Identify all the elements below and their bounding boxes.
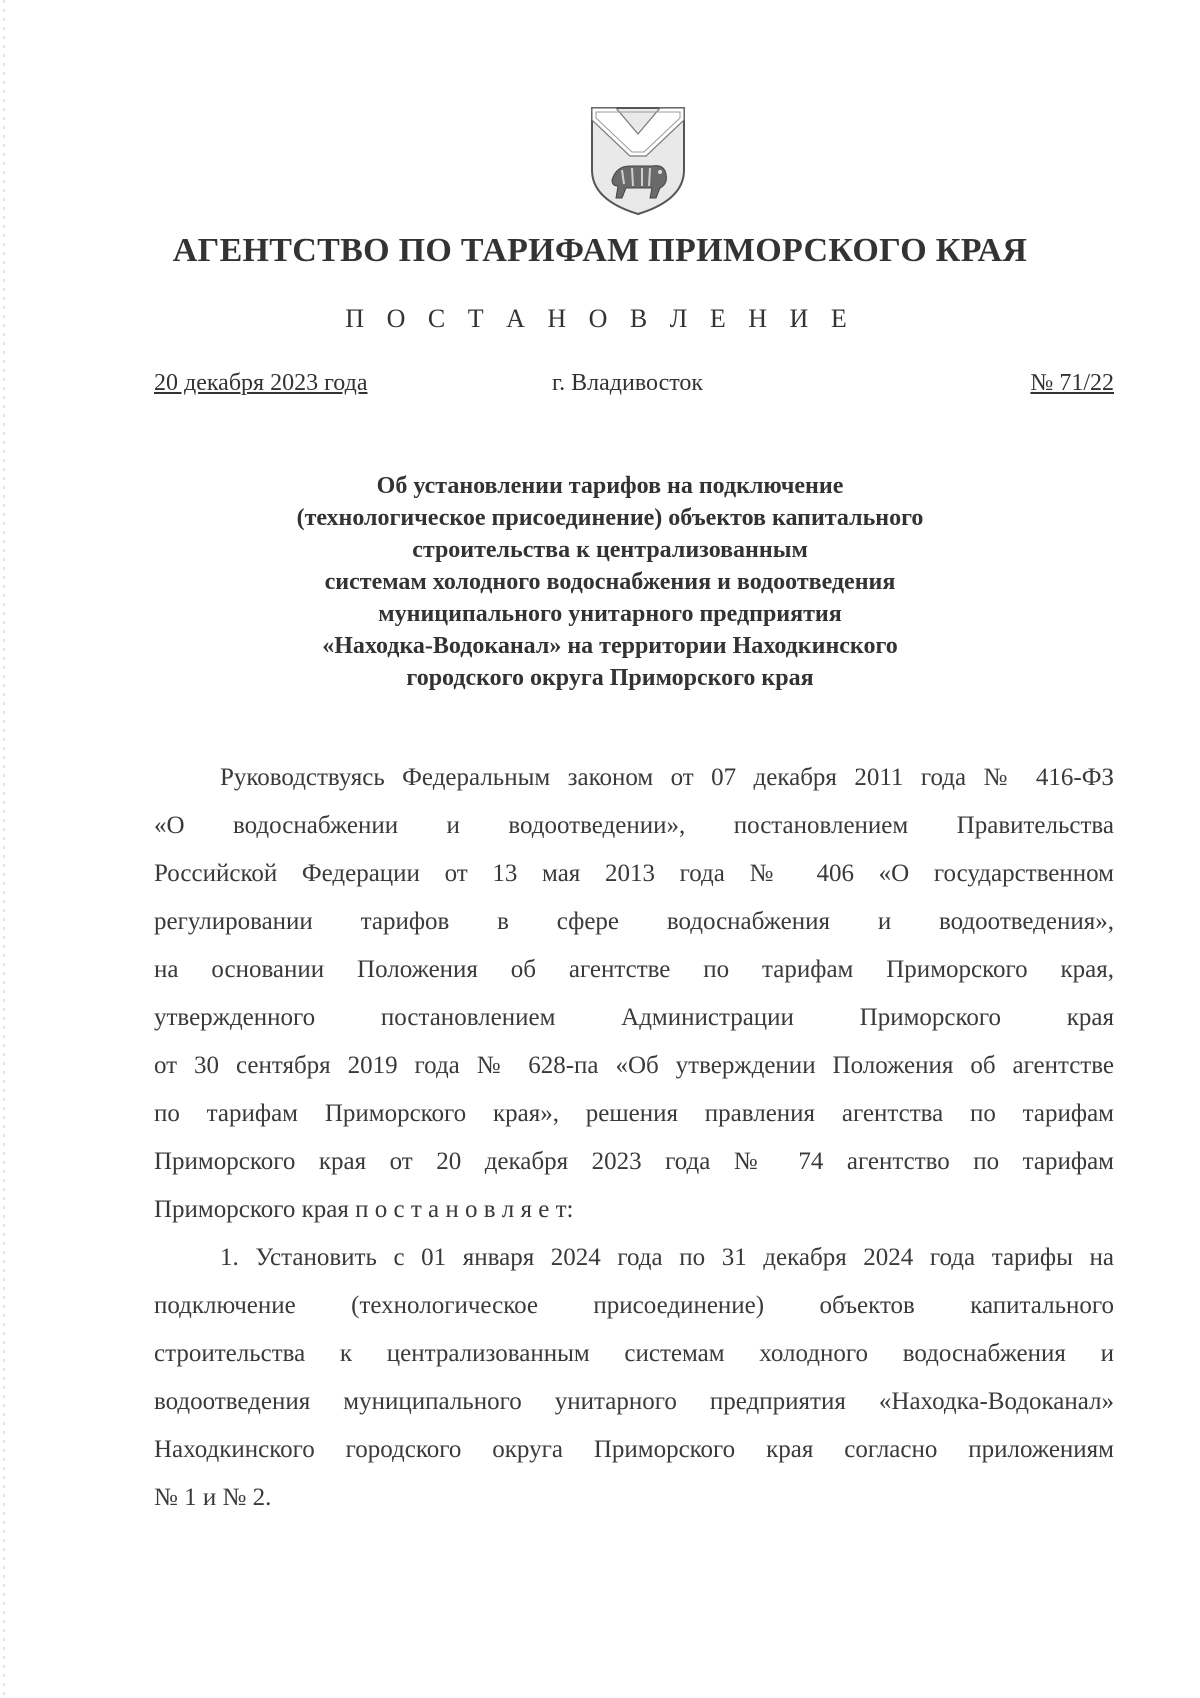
document-city: г. Владивосток — [552, 370, 704, 396]
coat-of-arms-icon — [586, 104, 690, 218]
title-line: «Находка-Водоканал» на территории Находкинского — [322, 633, 898, 659]
title-line: (технологическое присоединение) объектов капитального — [296, 505, 924, 531]
preamble-line: регулировании тарифов в сфере водоснабжения и водоотведения», — [154, 908, 1114, 935]
preamble-line: Руководствуясь Федеральным законом от 07 декабря 2011 года № 416-ФЗ — [220, 764, 1114, 791]
title-line: городского округа Приморского края — [406, 665, 814, 691]
preamble-paragraph — [154, 754, 1114, 1234]
preamble-line: на основании Положения об агентстве по тарифам Приморского края, — [154, 956, 1114, 983]
preamble-line: Приморского края п о с т а н о в л я е т: — [154, 1196, 574, 1223]
document-number: № 71/22 — [1030, 370, 1114, 396]
document-date: 20 декабря 2023 года — [154, 370, 368, 396]
title-line: строительства к централизованным — [412, 537, 808, 563]
title-line: муниципального унитарного предприятия — [378, 601, 842, 627]
title-line: системам холодного водоснабжения и водоотведения — [324, 569, 896, 595]
title-line: Об установлении тарифов на подключение — [376, 473, 844, 499]
document-body — [154, 754, 1114, 1522]
preamble-line: от 30 сентября 2019 года № 628-па «Об утверждении Положения об агентстве — [154, 1052, 1114, 1079]
clause-line: строительства к централизованным системам холодного водоснабжения и — [154, 1340, 1114, 1367]
clause-line: Находкинского городского округа Приморского края согласно приложениям — [154, 1436, 1114, 1463]
document-type: П О С Т А Н О В Л Е Н И Е — [345, 304, 855, 333]
clause-line: подключение (технологическое присоединение) объектов капитального — [154, 1292, 1114, 1319]
clause-line: № 1 и № 2. — [154, 1484, 272, 1511]
agency-name: АГЕНТСТВО ПО ТАРИФАМ ПРИМОРСКОГО КРАЯ — [172, 232, 1028, 269]
preamble-line: Российской Федерации от 13 мая 2013 года № 406 «О государственном — [154, 860, 1114, 887]
document-title — [160, 470, 1060, 694]
preamble-line: по тарифам Приморского края», решения правления агентства по тарифам — [154, 1100, 1114, 1127]
clause-line: 1. Установить с 01 января 2024 года по 31 декабря 2024 года тарифы на — [220, 1244, 1114, 1271]
preamble-line: утвержденного постановлением Администрации Приморского края — [154, 1004, 1114, 1031]
preamble-line: Приморского края от 20 декабря 2023 года № 74 агентство по тарифам — [154, 1148, 1114, 1175]
preamble-line: «О водоснабжении и водоотведении», постановлением Правительства — [154, 812, 1114, 839]
clause-1-paragraph — [154, 1234, 1114, 1522]
clause-line: водоотведения муниципального унитарного предприятия «Находка-Водоканал» — [154, 1388, 1114, 1415]
